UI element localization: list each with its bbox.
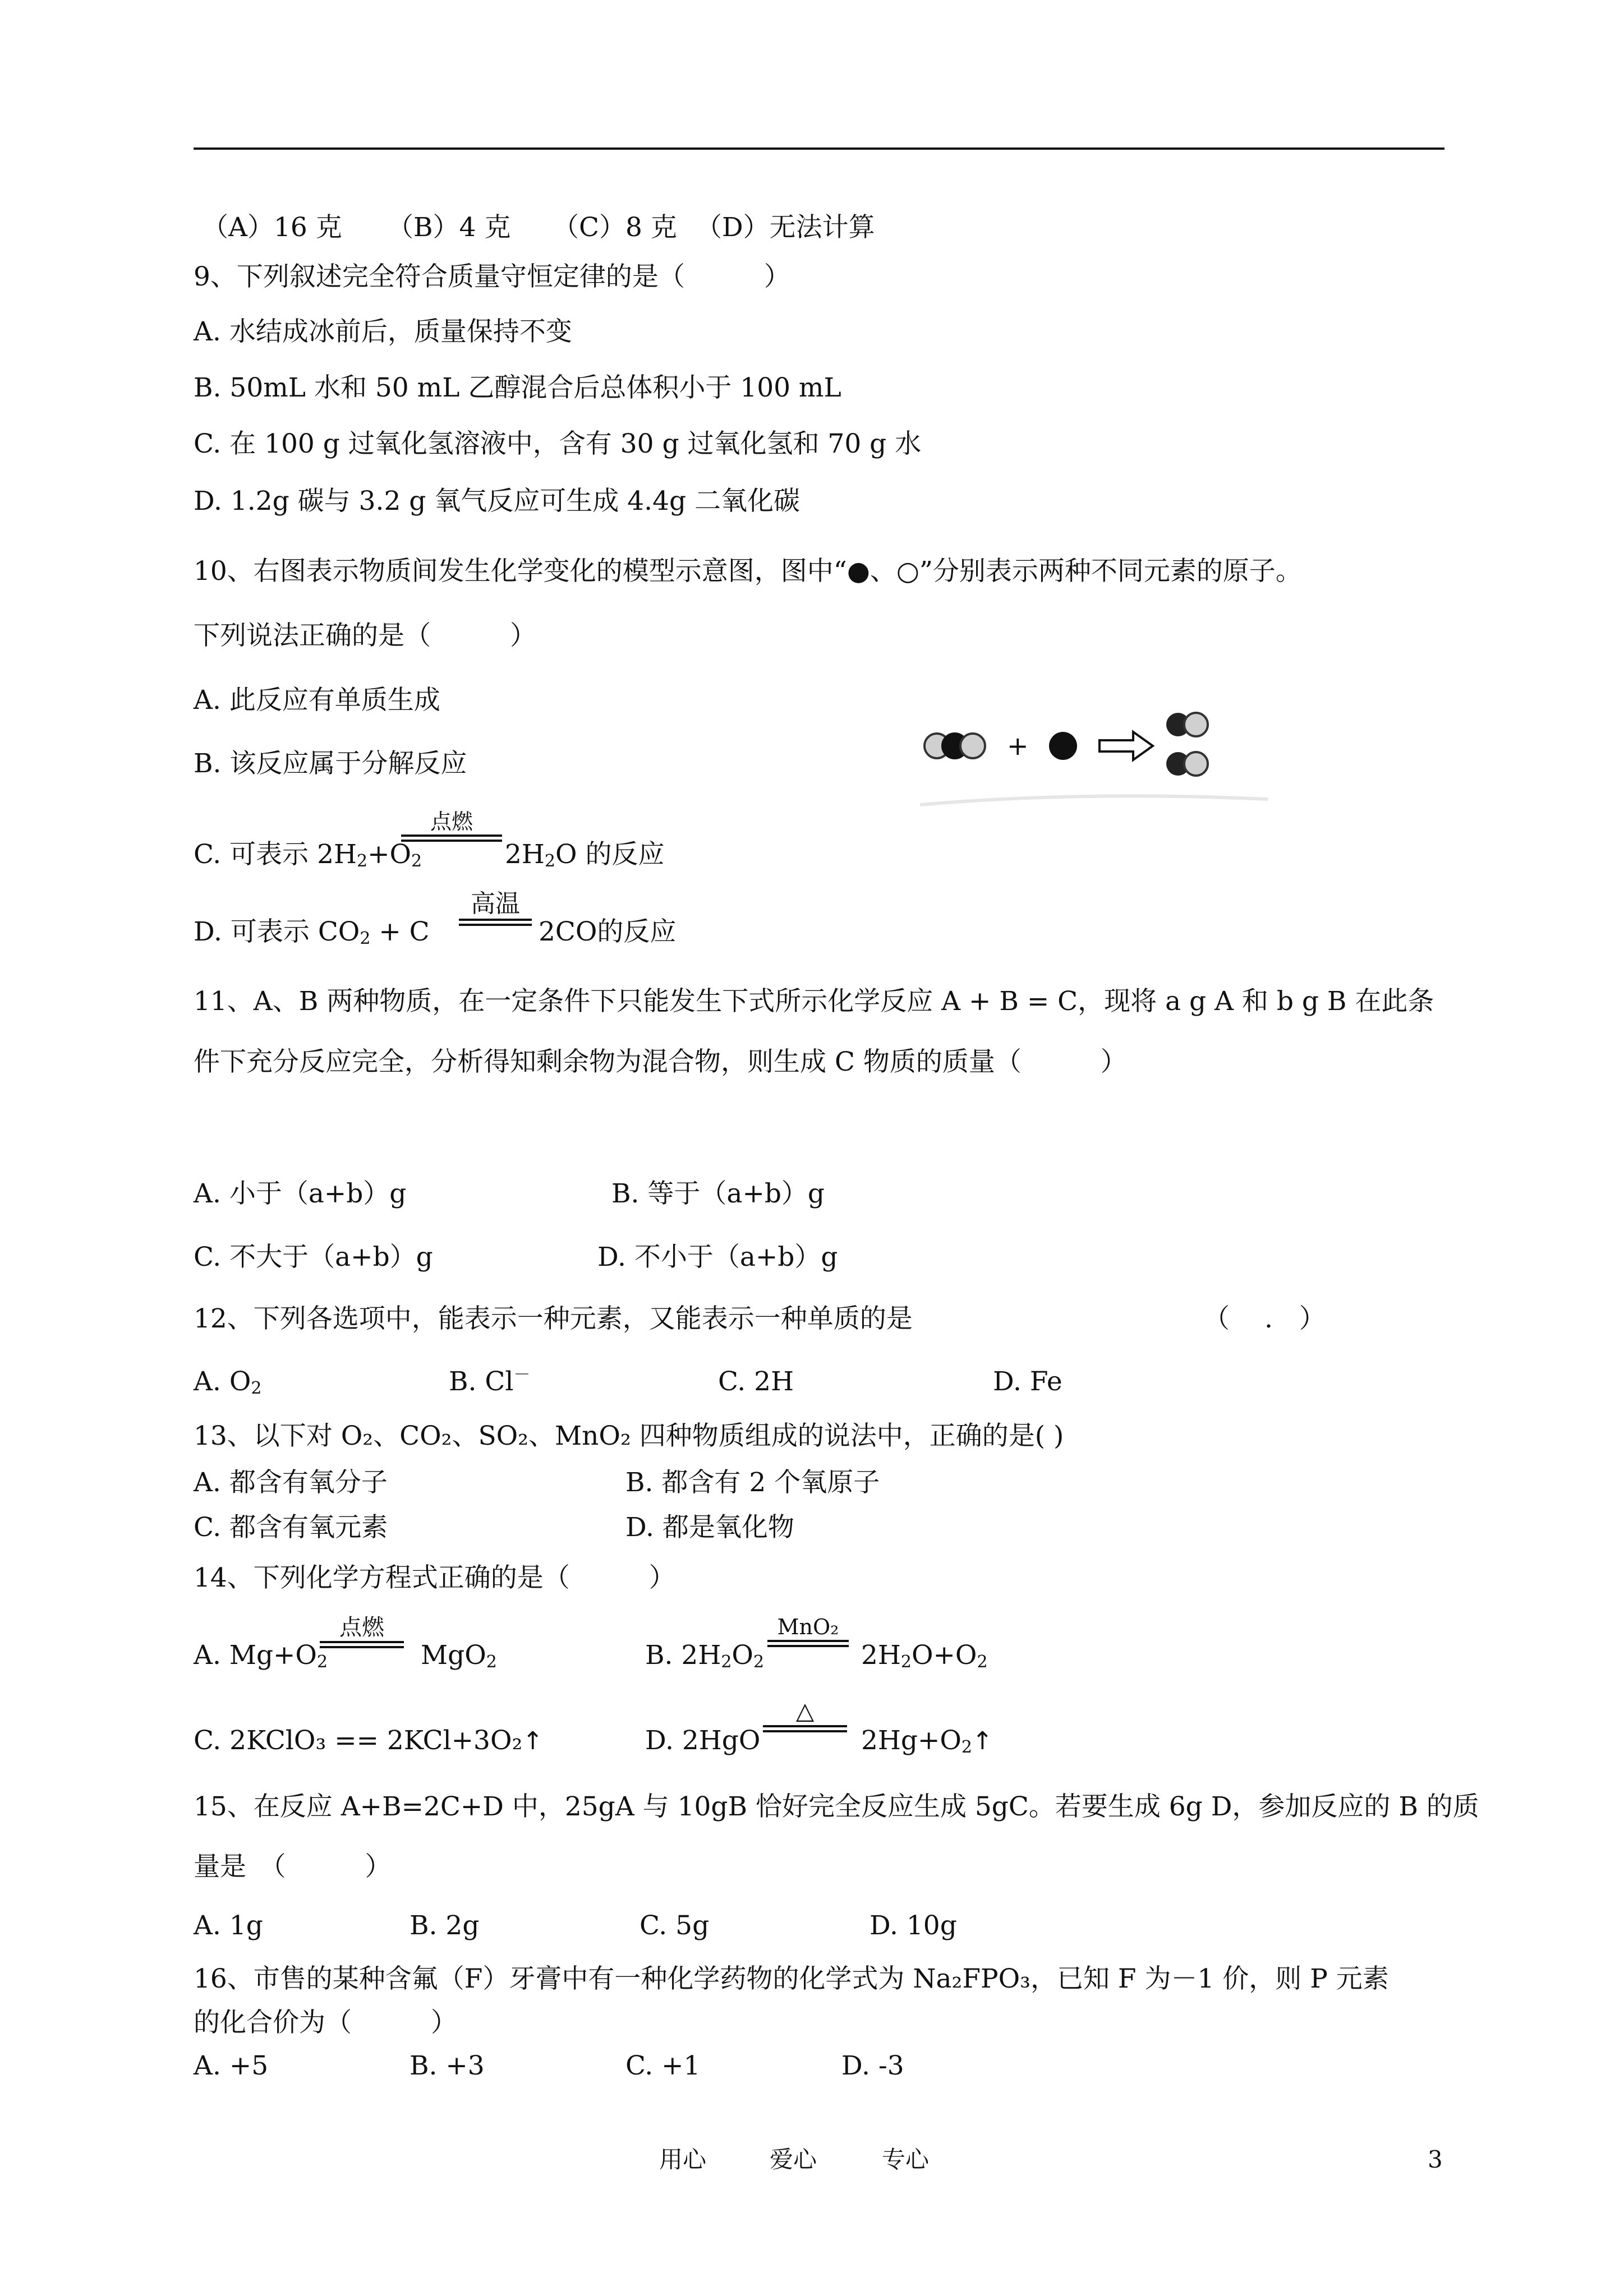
q12-option-c: C. 2H xyxy=(718,1366,794,1397)
q16-stem-2: 的化合价为（ ） xyxy=(194,2007,457,2038)
q15-option-b: B. 2g xyxy=(410,1910,480,1941)
q13-option-b: B. 都含有 2 个氧原子 xyxy=(625,1467,880,1498)
q10-stem-1: 10、右图表示物质间发生化学变化的模型示意图，图中“●、○”分别表示两种不同元素的原子。 xyxy=(194,556,1302,587)
q9-stem: 9、下列叙述完全符合质量守恒定律的是（ ） xyxy=(194,261,790,292)
q10-option-b: B. 该反应属于分解反应 xyxy=(194,748,467,779)
q16-stem-1: 16、市售的某种含氟（F）牙膏中有一种化学药物的化学式为 Na₂FPO₃，已知 F 为－1 价，则 P 元素 xyxy=(194,1963,1389,1994)
q14-option-d-left: D. 2HgO xyxy=(645,1725,761,1756)
q14-option-b-left: B. $2H_2O_2$ xyxy=(645,1640,765,1672)
q15-option-c: C. 5g xyxy=(640,1910,710,1941)
q9-option-d: D. 1.2g 碳与 3.2 g 氧气反应可生成 4.4g 二氧化碳 xyxy=(194,486,801,517)
q13-option-a: A. 都含有氧分子 xyxy=(194,1467,388,1498)
q15-stem-1: 15、在反应 A+B=2C+D 中，25gA 与 10gB 恰好完全反应生成 5gC。若要生成 6g D，参加反应的 B 的质 xyxy=(194,1791,1479,1822)
q16-option-d: D. -3 xyxy=(841,2050,904,2081)
q12-answer-paren: （ . ） xyxy=(1203,1303,1326,1334)
q11-option-c: C. 不大于（a+b）g xyxy=(194,1242,433,1273)
q14-d-condition-arrow xyxy=(763,1699,847,1732)
q8-option-a: （A）16 克 xyxy=(202,212,342,243)
q9-option-a: A. 水结成冰前后，质量保持不变 xyxy=(194,316,572,347)
q11-option-b: B. 等于（a+b）g xyxy=(611,1178,825,1209)
q14-option-b-right: $2H_2O+O_2$ xyxy=(861,1640,988,1672)
footer-word-3: 专心 xyxy=(882,2146,930,2173)
q8-option-c: （C）8 克 xyxy=(553,212,677,243)
reactant-molecule xyxy=(924,734,985,758)
q16-option-b: B. +3 xyxy=(410,2050,485,2081)
footer-word-1: 用心 xyxy=(659,2146,707,2173)
q9-option-b: B. 50mL 水和 50 mL 乙醇混合后总体积小于 100 mL xyxy=(194,372,841,403)
q14-option-a-right: MgO$_2$ xyxy=(421,1640,497,1672)
reactant-atom xyxy=(1049,732,1077,760)
q14-option-a-left: A. $Mg+O_2$ xyxy=(194,1640,328,1672)
svg-text:+: + xyxy=(1007,731,1029,761)
q12-option-a: A. $O_2$ xyxy=(194,1366,262,1398)
q14-stem: 14、下列化学方程式正确的是（ ） xyxy=(194,1562,675,1593)
heat-triangle-icon: △ xyxy=(795,1697,815,1725)
q10-option-c-tail: $2H_2O$ 的反应 xyxy=(505,839,665,871)
q15-option-a: A. 1g xyxy=(194,1910,263,1941)
q16-option-c: C. +1 xyxy=(625,2050,701,2081)
q12-stem: 12、下列各选项中，能表示一种元素，又能表示一种单质的是 xyxy=(194,1303,913,1334)
q11-stem-1: 11、A、B 两种物质，在一定条件下只能发生下式所示化学反应 A + B = C，现将 a g A 和 b g B 在此条 xyxy=(194,986,1434,1017)
q8-option-b: （B）4 克 xyxy=(387,212,511,243)
q13-option-c: C. 都含有氧元素 xyxy=(194,1512,388,1543)
q12-option-b: B. Cl－ xyxy=(449,1365,531,1397)
q10-d-condition-arrow: 高温 xyxy=(459,892,532,926)
product-molecule-1 xyxy=(1166,713,1208,736)
reaction-arrow-icon xyxy=(1099,732,1153,760)
q14-b-condition-arrow: MnO₂ xyxy=(767,1616,849,1647)
footer-word-2: 爱心 xyxy=(770,2146,817,2173)
q10-option-c: C. 可表示 $2H_2+O_2$ xyxy=(194,839,422,871)
q11-option-d: D. 不小于（a+b）g xyxy=(597,1242,838,1273)
q11-option-a: A. 小于（a+b）g xyxy=(194,1178,407,1209)
page-number: 3 xyxy=(1428,2146,1443,2173)
q15-stem-2: 量是 （ ） xyxy=(194,1851,392,1882)
q14-option-c: C. 2KClO₃ == 2KCl+3O₂↑ xyxy=(194,1725,544,1756)
reaction-model-diagram xyxy=(914,701,1273,808)
q12-option-d: D. Fe xyxy=(993,1366,1062,1397)
q15-option-d: D. 10g xyxy=(869,1910,957,1941)
q16-option-a: A. +5 xyxy=(194,2050,269,2081)
q10-c-condition-arrow: 点燃 xyxy=(401,811,502,842)
q8-option-d: （D）无法计算 xyxy=(696,212,875,243)
header-rule xyxy=(194,147,1444,150)
q10-stem-2: 下列说法正确的是（ ） xyxy=(194,620,536,651)
q11-stem-2: 件下充分反应完全，分析得知剩余物为混合物，则生成 C 物质的质量（ ） xyxy=(194,1046,1127,1077)
q10-option-a: A. 此反应有单质生成 xyxy=(194,685,440,716)
q13-stem: 13、以下对 O₂、CO₂、SO₂、MnO₂ 四种物质组成的说法中，正确的是( ) xyxy=(194,1421,1064,1451)
q13-option-d: D. 都是氧化物 xyxy=(625,1512,794,1543)
q14-option-d-right: $2Hg+O_2↑$ xyxy=(861,1725,993,1757)
q14-a-condition-arrow: 点燃 xyxy=(320,1616,404,1648)
q9-option-c: C. 在 100 g 过氧化氢溶液中，含有 30 g 过氧化氢和 70 g 水 xyxy=(194,428,922,459)
product-molecule-2 xyxy=(1166,752,1208,776)
q10-option-d-tail: 2CO的反应 xyxy=(539,916,677,947)
q10-option-d: D. 可表示 $CO_2 + C$ xyxy=(194,916,430,948)
